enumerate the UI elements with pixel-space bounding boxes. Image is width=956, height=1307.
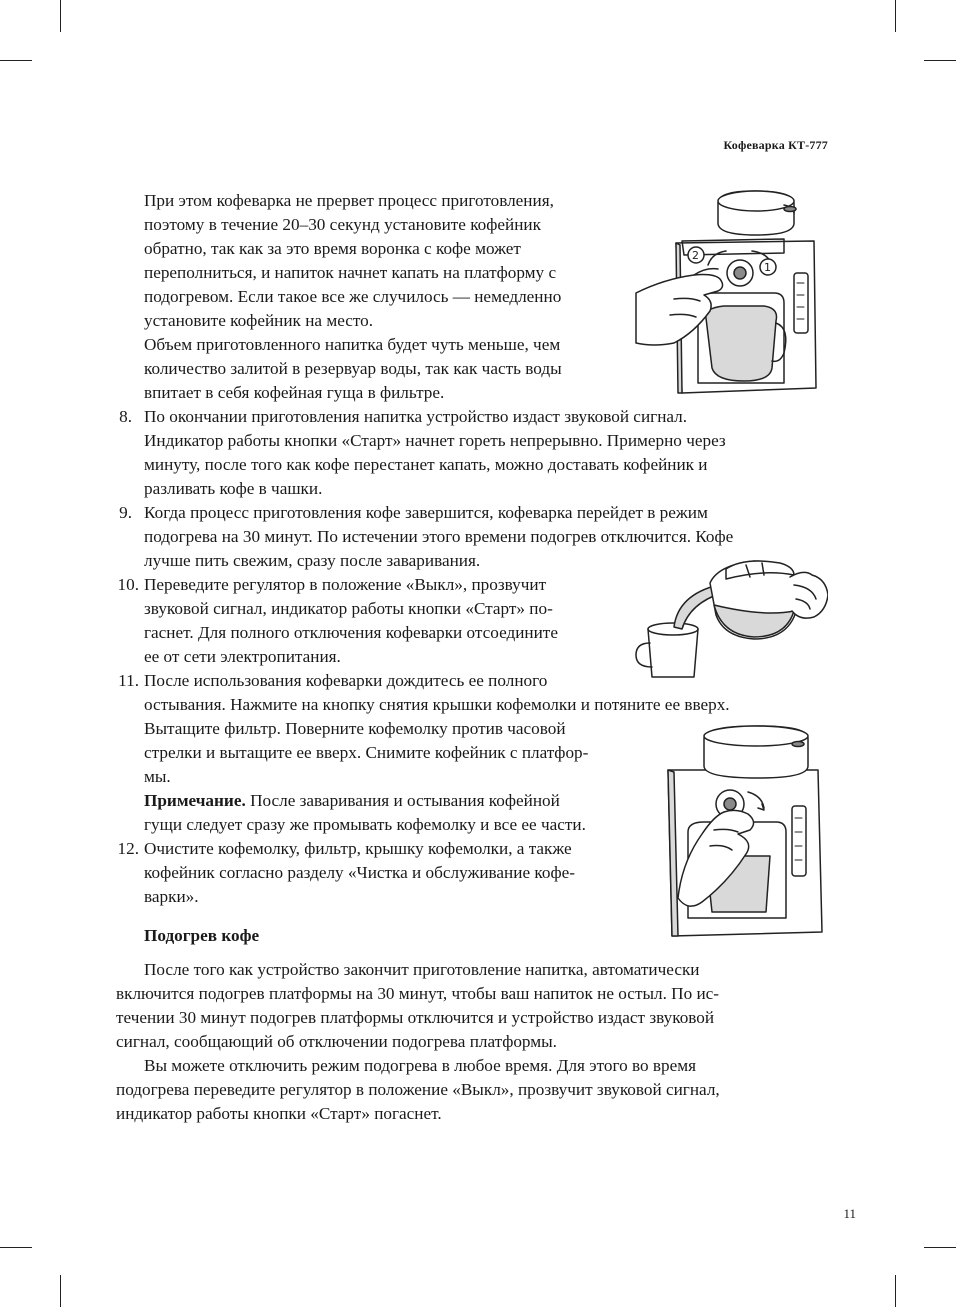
text-line: Переведите регулятор в положение «Выкл», прозвучит [144, 575, 547, 594]
text-line: остывания. Нажмите на кнопку снятия крышки кофемолки и потяните ее вверх. [144, 695, 730, 714]
note-text: После заваривания и остывания кофейной [245, 791, 560, 810]
step-number: 11. [118, 671, 139, 690]
step-label-2: 2 [692, 249, 699, 262]
running-header: Кофеварка КТ-777 [723, 138, 828, 152]
text-line: Объем приготовленного напитка будет чуть меньше, чем [144, 335, 561, 354]
text-line: После использования кофеварки дождитесь ее полного [144, 671, 548, 690]
text-line: подогревом. Если такое все же случилось — немедленно [144, 287, 562, 306]
crop-mark [924, 1247, 956, 1248]
crop-mark [895, 1275, 896, 1307]
text-line: После того как устройство закончит приготовление напитка, автоматически [144, 960, 700, 979]
text-line: мы. [144, 767, 171, 786]
crop-mark [895, 0, 896, 32]
pouring-coffee-illustration [634, 555, 828, 680]
text-line: обратно, так как за это время воронка с кофе может [144, 239, 521, 258]
text-line: Индикатор работы кнопки «Старт» начнет гореть непрерывно. Примерно через [144, 431, 726, 450]
text-line: Вы можете отключить режим подогрева в любое время. Для этого во время [144, 1056, 697, 1075]
note-line [144, 789, 560, 813]
crop-mark [60, 1275, 61, 1307]
step-number: 12. [117, 839, 139, 858]
text-line: подогрева переведите регулятор в положение «Выкл», прозвучит звуковой сигнал, [116, 1080, 720, 1099]
text-line: варки». [144, 887, 199, 906]
removing-grinder-illustration [658, 722, 834, 940]
step-label-1: 1 [764, 261, 771, 274]
text-line: поэтому в течение 20–30 секунд установите кофейник [144, 215, 541, 234]
text-line: количество залитой в резервуар воды, так как часть воды [144, 359, 562, 378]
text-line: ее от сети электропитания. [144, 647, 341, 666]
step-number: 10. [117, 575, 139, 594]
crop-mark [924, 60, 956, 61]
section-heading: Подогрев кофе [144, 926, 260, 945]
text-line: переполниться, и напиток начнет капать на платформу с [144, 263, 557, 282]
text-line: стрелки и вытащите ее вверх. Снимите кофейник с платфор- [144, 743, 589, 762]
text-line: сигнал, сообщающий об отключении подогрева платформы. [116, 1032, 557, 1051]
text-line: установите кофейник на место. [144, 311, 374, 330]
step-number: 9. [119, 503, 132, 522]
crop-mark [0, 60, 32, 61]
text-line: Очистите кофемолку, фильтр, крышку кофемолки, а также [144, 839, 572, 858]
coffee-maker-start-illustration [634, 183, 832, 401]
note-label: Примечание. [144, 791, 246, 810]
text-line: впитает в себя кофейная гуща в фильтре. [144, 383, 445, 402]
text-line: подогрева на 30 минут. По истечении этого времени подогрев отключится. Кофе [144, 527, 734, 546]
text-line: По окончании приготовления напитка устройство издаст звуковой сигнал. [144, 407, 688, 426]
crop-mark [0, 1247, 32, 1248]
page-number: 11 [843, 1206, 856, 1221]
text-line: При этом кофеварка не прервет процесс приготовления, [144, 191, 554, 210]
text-line: течении 30 минут подогрев платформы отключится и устройство издаст звуковой [116, 1008, 715, 1027]
text-line: включится подогрев платформы на 30 минут, чтобы ваш напиток не остыл. По ис- [116, 984, 720, 1003]
text-line: гущи следует сразу же промывать кофемолку и все ее части. [144, 815, 586, 834]
text-line: Когда процесс приготовления кофе завершится, кофеварка перейдет в режим [144, 503, 708, 522]
text-line: звуковой сигнал, индикатор работы кнопки «Старт» по- [144, 599, 553, 618]
text-line: Вытащите фильтр. Поверните кофемолку против часовой [144, 719, 566, 738]
text-line: лучше пить свежим, сразу после заваривания. [144, 551, 481, 570]
text-line: разливать кофе в чашки. [144, 479, 323, 498]
crop-mark [60, 0, 61, 32]
text-line: кофейник согласно разделу «Чистка и обслуживание кофе- [144, 863, 575, 882]
text-line: минуту, после того как кофе перестанет капать, можно доставать кофейник и [144, 455, 708, 474]
step-number: 8. [119, 407, 132, 426]
text-line: индикатор работы кнопки «Старт» погаснет. [116, 1104, 442, 1123]
text-line: гаснет. Для полного отключения кофеварки отсоедините [144, 623, 558, 642]
